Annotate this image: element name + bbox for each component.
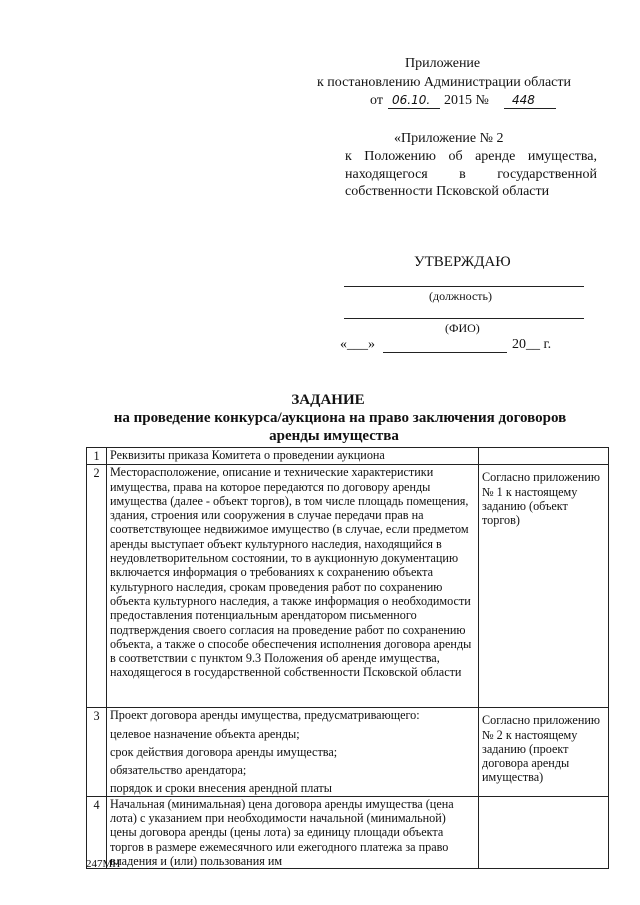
row-description-text: Месторасположение, описание и технические характеристики имущества, права на которое передаются по договору аренды имущества (далее - объект торгов), в том числе площадь помещения, здания, строения или сооружения в случае передачи прав на соответствующее недвижимое имущество (в случае, если предметом аренды выступает объект культурного наследия, находящийся в неудовлетворительном состоянии, то в аукционную документацию включается информация о требованиях к сохранению объекта культурного наследия, срокам проведения работ по сохранению объекта культурного наследия, а также информация о необходимости предоставления потенциальным арендатором письменного подтверждения своего согласия на проведение работ по сохранению объекта, а также о способе обеспечения исполнения договора аренды в соответствии с пунктом 9.3 Положения об аренде имущества, находящегося в государственной собственности Псковской области — [110, 465, 472, 680]
table-row — [87, 465, 609, 708]
approve-date-month-line — [383, 352, 507, 353]
appendix2-line3: находящегося в государственной — [345, 167, 597, 182]
appendix-year-no: 2015 № — [444, 93, 489, 108]
row-description — [107, 708, 479, 796]
row-note — [479, 465, 609, 708]
date-handwritten-field — [388, 93, 440, 109]
footer-code: 247МН — [86, 858, 121, 870]
row-description-text: Начальная (минимальная) цена договора аренды имущества (цена лота) с указанием при необходимости начальной (минимальной) цены договора аренды (цены лота) за единицу площади объекта торгов в размере ежемесячного или ежегодного платежа за право владения и (или) пользования им — [110, 796, 454, 868]
appendix2-line4: собственности Псковской области — [345, 184, 550, 199]
appendix2-line2: к Положению об аренде имущества, — [345, 149, 597, 164]
row-number: 2 — [87, 465, 107, 708]
row-description-text: срок действия договора аренды имущества; — [110, 744, 338, 759]
appendix-subtitle: к постановлению Администрации области — [317, 75, 571, 90]
row-note-text: Согласно приложению № 1 к настоящему заданию (объект торгов) — [482, 470, 600, 528]
name-line — [344, 318, 584, 319]
appendix2-line1: «Приложение № 2 — [394, 131, 504, 146]
approve-date-year: 20__ г. — [512, 337, 552, 352]
row-description-text: целевое назначение объекта аренды; — [110, 726, 300, 741]
row-note — [479, 708, 609, 796]
appendix-title: Приложение — [405, 56, 481, 71]
name-label: (ФИО) — [445, 321, 480, 335]
number-handwritten-field — [504, 93, 556, 109]
position-line — [344, 286, 584, 287]
position-label: (должность) — [429, 289, 492, 303]
approve-date-day: «___» — [340, 337, 375, 352]
row-number: 4 — [87, 796, 107, 868]
row-description-text: обязательство арендатора; — [110, 763, 247, 778]
appendix-date-prefix: от — [370, 93, 383, 108]
row-description — [107, 448, 479, 465]
table-row — [87, 448, 609, 465]
heading-line1: на проведение конкурса/аукциона на право заключения договоров — [113, 410, 567, 426]
table-row — [87, 708, 609, 796]
date-handwritten: 06.10. — [392, 93, 431, 107]
number-handwritten: 448 — [512, 93, 535, 107]
row-number: 3 — [87, 708, 107, 796]
approve-title: УТВЕРЖДАЮ — [414, 254, 511, 270]
row-description-text: Реквизиты приказа Комитета о проведении аукциона — [110, 448, 385, 462]
row-note — [479, 796, 609, 868]
row-note-text: Согласно приложению № 2 к настоящему заданию (проект договора аренды имущества) — [482, 713, 600, 785]
row-description — [107, 465, 479, 708]
task-table — [86, 447, 609, 869]
heading-title: ЗАДАНИЕ — [291, 392, 365, 408]
table-row — [87, 796, 609, 868]
row-description-text: порядок и сроки внесения арендной платы — [110, 781, 332, 796]
row-description-text: Проект договора аренды имущества, предусматривающего: — [110, 708, 420, 723]
heading-line2: аренды имущества — [269, 428, 399, 444]
row-note — [479, 448, 609, 465]
row-number: 1 — [87, 448, 107, 465]
row-description — [107, 796, 479, 868]
